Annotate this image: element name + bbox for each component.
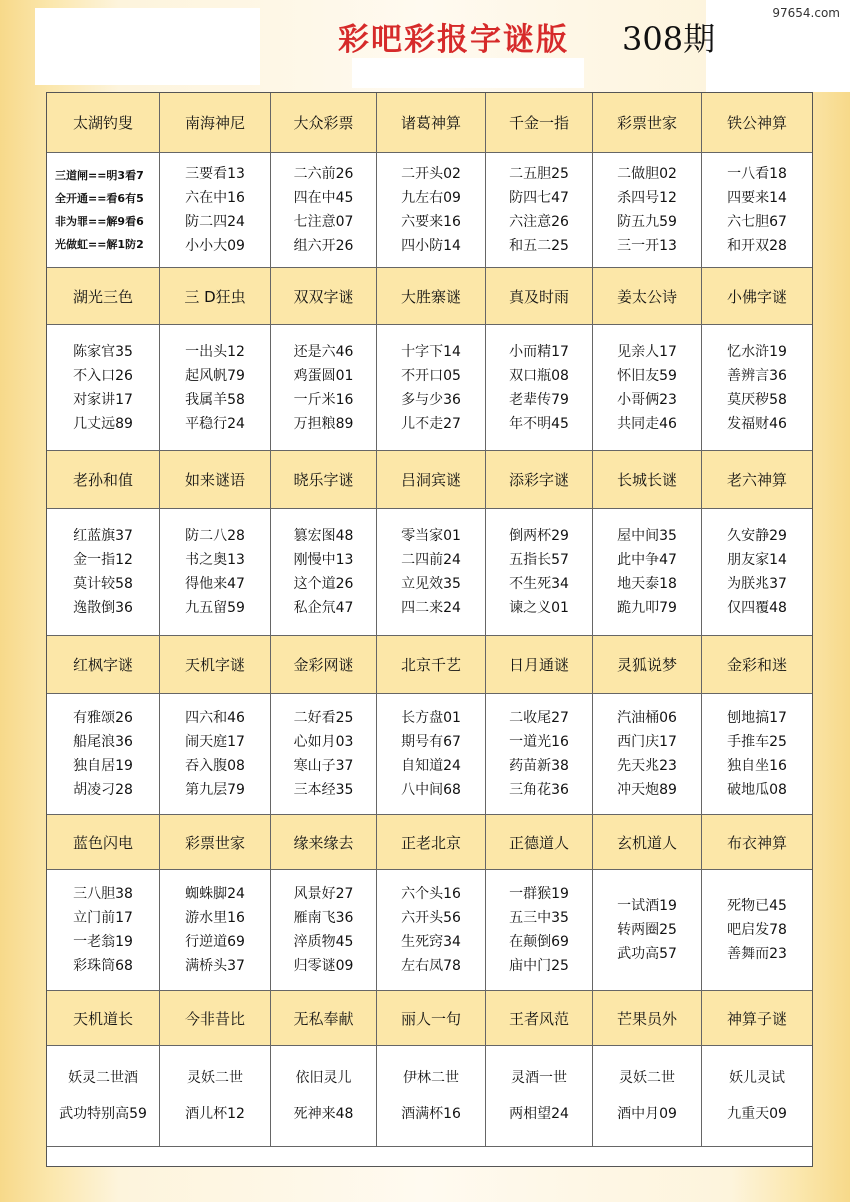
tip-line: 心如月03 xyxy=(293,734,354,750)
column-header: 无私奉献 xyxy=(271,991,377,1046)
tip-line: 老辈传79 xyxy=(509,391,569,408)
tip-line: 不开口05 xyxy=(401,367,461,384)
tip-line: 独自坐16 xyxy=(727,758,787,774)
tip-cell xyxy=(47,509,160,636)
column-header: 小佛字谜 xyxy=(702,268,812,325)
riddle-table xyxy=(46,92,813,1167)
tip-line: 灵妖二世 xyxy=(187,1070,243,1086)
tip-line: 红蓝旗37 xyxy=(73,528,133,544)
column-header: 日月通谜 xyxy=(486,636,593,694)
tip-line: 二六前26 xyxy=(293,166,354,182)
tip-line: 一老翁19 xyxy=(73,934,133,950)
tip-cell xyxy=(271,870,377,991)
tip-line: 平稳行24 xyxy=(185,415,245,432)
column-header: 湖光三色 xyxy=(47,268,160,325)
tip-cell xyxy=(593,325,702,451)
tip-line: 年不明45 xyxy=(509,415,569,432)
tip-line: 七注意07 xyxy=(293,214,354,230)
tip-line: 生死窍34 xyxy=(401,934,461,950)
tip-cell xyxy=(47,870,160,991)
tip-line: 二做胆02 xyxy=(617,166,677,182)
tip-line: 九五留59 xyxy=(185,600,245,616)
tip-line: 发福财46 xyxy=(727,415,787,432)
blank-area-left xyxy=(35,8,260,85)
column-header: 丽人一句 xyxy=(377,991,486,1046)
tip-cell xyxy=(486,1046,593,1147)
column-header: 正德道人 xyxy=(486,815,593,870)
tip-line: 破地瓜08 xyxy=(727,782,787,798)
tip-line: 和五二25 xyxy=(509,238,569,254)
tip-line: 第九层79 xyxy=(185,782,245,798)
tip-line: 小而精17 xyxy=(509,343,569,360)
tip-line: 游水里16 xyxy=(185,910,245,926)
tip-line: 四要来14 xyxy=(727,190,787,206)
column-header: 布衣神算 xyxy=(702,815,812,870)
tip-line: 淬质物45 xyxy=(293,934,354,950)
column-header: 铁公神算 xyxy=(702,93,812,153)
tip-cell xyxy=(702,509,812,636)
tip-line: 六个头16 xyxy=(401,886,461,902)
column-header: 吕洞宾谜 xyxy=(377,451,486,509)
tip-line: 为朕兆37 xyxy=(727,576,787,592)
column-header: 老孙和值 xyxy=(47,451,160,509)
tip-line: 寒山子37 xyxy=(293,758,354,774)
tip-line: 莫计较58 xyxy=(73,576,133,592)
tip-line: 起风帆79 xyxy=(185,367,245,384)
tip-line: 满桥头37 xyxy=(185,958,245,974)
tip-line: 酒儿杯12 xyxy=(185,1106,245,1122)
tip-line: 先天兆23 xyxy=(617,758,677,774)
tip-cell xyxy=(377,325,486,451)
tip-line: 不生死34 xyxy=(509,576,569,592)
tip-cell xyxy=(702,1046,812,1147)
tip-cell xyxy=(377,509,486,636)
tip-line: 一试酒19 xyxy=(617,898,677,914)
column-header: 玄机道人 xyxy=(593,815,702,870)
tip-line: 死神来48 xyxy=(293,1106,354,1122)
column-header: 北京千艺 xyxy=(377,636,486,694)
tip-line: 共同走46 xyxy=(617,415,677,432)
tip-line: 九重天09 xyxy=(727,1106,787,1122)
tip-line: 一道光16 xyxy=(509,734,569,750)
tip-line: 妖灵二世酒 xyxy=(68,1070,138,1086)
column-header: 老六神算 xyxy=(702,451,812,509)
tip-line: 双口瓶08 xyxy=(509,367,569,384)
tip-cell xyxy=(47,694,160,815)
tip-line: 四小防14 xyxy=(401,238,461,254)
tip-line: 零当家01 xyxy=(401,528,461,544)
tip-line: 武功高57 xyxy=(617,946,677,962)
tip-line: 五三中35 xyxy=(509,910,569,926)
column-header: 金彩网谜 xyxy=(271,636,377,694)
tip-line: 倒两杯29 xyxy=(509,528,569,544)
tip-cell xyxy=(593,870,702,991)
tip-line: 得他来47 xyxy=(185,576,245,592)
tip-line: 仅四覆48 xyxy=(727,600,787,616)
tip-line: 善舞而23 xyxy=(727,946,787,962)
tip-line: 怀旧友59 xyxy=(617,367,677,384)
tip-line: 篡宏图48 xyxy=(293,528,354,544)
tip-line: 六七胆67 xyxy=(727,214,787,230)
tip-cell xyxy=(271,1046,377,1147)
tip-line: 酒满杯16 xyxy=(401,1106,461,1122)
tip-cell xyxy=(702,694,812,815)
tip-line: 妖儿灵试 xyxy=(729,1070,785,1086)
column-header: 长城长谜 xyxy=(593,451,702,509)
tip-line: 冲天炮89 xyxy=(617,782,677,798)
tip-line: 全开通==看6有5 xyxy=(55,192,144,205)
column-header: 神算子谜 xyxy=(702,991,812,1046)
page-title: 彩吧彩报字谜版 xyxy=(338,22,569,58)
tip-cell xyxy=(593,694,702,815)
tip-cell xyxy=(702,153,812,268)
column-header: 王者风范 xyxy=(486,991,593,1046)
tip-line: 归零谜09 xyxy=(293,958,354,974)
issue-number: 308期 xyxy=(622,20,716,58)
column-header: 今非昔比 xyxy=(160,991,271,1046)
tip-line: 酒中月09 xyxy=(617,1106,677,1122)
tip-line: 灵酒一世 xyxy=(511,1070,567,1086)
tip-cell xyxy=(47,325,160,451)
tip-cell xyxy=(377,870,486,991)
tip-line: 一斤米16 xyxy=(293,391,354,408)
blank-area-middle xyxy=(352,58,584,88)
tip-line: 防二四24 xyxy=(185,214,245,230)
tip-line: 我属羊58 xyxy=(185,391,245,408)
tip-cell xyxy=(377,153,486,268)
tip-line: 小小大09 xyxy=(185,238,245,254)
column-header: 添彩字谜 xyxy=(486,451,593,509)
tip-line: 此中争47 xyxy=(617,552,677,568)
tip-line: 地天泰18 xyxy=(617,576,677,592)
column-header: 大众彩票 xyxy=(271,93,377,153)
tip-line: 一出头12 xyxy=(185,343,245,360)
column-header: 天机字谜 xyxy=(160,636,271,694)
tip-line: 杀四号12 xyxy=(617,190,677,206)
column-header: 诸葛神算 xyxy=(377,93,486,153)
tip-line: 药苗新38 xyxy=(509,758,569,774)
tip-line: 屋中间35 xyxy=(617,528,677,544)
column-header: 南海神尼 xyxy=(160,93,271,153)
tip-line: 二四前24 xyxy=(401,552,461,568)
tip-line: 立见效35 xyxy=(401,576,461,592)
tip-line: 刚慢中13 xyxy=(293,552,354,568)
tip-line: 吞入腹08 xyxy=(185,758,245,774)
tip-line: 防二八28 xyxy=(185,528,245,544)
tip-line: 光做虹==解1防2 xyxy=(55,238,144,251)
tip-line: 四二来24 xyxy=(401,600,461,616)
tip-cell xyxy=(271,509,377,636)
column-header: 三 D狂虫 xyxy=(160,268,271,325)
column-header: 金彩和迷 xyxy=(702,636,812,694)
tip-line: 船尾浪36 xyxy=(73,734,133,750)
tip-line: 行逆道69 xyxy=(185,934,245,950)
tip-cell xyxy=(271,153,377,268)
tip-line: 一八看18 xyxy=(727,166,787,182)
tip-cell xyxy=(593,153,702,268)
tip-line: 六开头56 xyxy=(401,910,461,926)
tip-line: 雁南飞36 xyxy=(293,910,354,926)
tip-line: 万担粮89 xyxy=(293,415,354,432)
tip-cell xyxy=(486,694,593,815)
tip-line: 和开双28 xyxy=(727,238,787,254)
tip-line: 逸散倒36 xyxy=(73,600,133,616)
tip-line: 在颠倒69 xyxy=(509,934,569,950)
tip-line: 期号有67 xyxy=(401,734,461,750)
tip-line: 庙中门25 xyxy=(509,958,569,974)
tip-line: 两相望24 xyxy=(509,1106,569,1122)
column-header: 真及时雨 xyxy=(486,268,593,325)
tip-line: 闹天庭17 xyxy=(185,734,245,750)
tip-line: 伊林二世 xyxy=(403,1070,459,1086)
tip-line: 跪九叩79 xyxy=(617,600,677,616)
tip-line: 一群猴19 xyxy=(509,886,569,902)
column-header: 天机道长 xyxy=(47,991,160,1046)
column-header: 晓乐字谜 xyxy=(271,451,377,509)
tip-line: 胡凌刁28 xyxy=(73,782,133,798)
tip-cell xyxy=(486,325,593,451)
tip-line: 二好看25 xyxy=(293,710,354,726)
tip-line: 组六开26 xyxy=(293,238,354,254)
tip-cell xyxy=(160,694,271,815)
tip-line: 二五胆25 xyxy=(509,166,569,182)
tip-line: 久安静29 xyxy=(727,528,787,544)
tip-line: 死物已45 xyxy=(727,898,787,914)
tip-line: 六注意26 xyxy=(509,214,569,230)
tip-line: 朋友家14 xyxy=(727,552,787,568)
tip-cell xyxy=(160,870,271,991)
tip-cell xyxy=(593,509,702,636)
tip-cell xyxy=(160,325,271,451)
tip-line: 三要看13 xyxy=(185,166,245,182)
tip-line: 四六和46 xyxy=(185,710,245,726)
tip-cell xyxy=(271,325,377,451)
tip-cell xyxy=(47,1046,160,1147)
tip-line: 十字下14 xyxy=(401,343,461,360)
tip-line: 儿不走27 xyxy=(401,415,461,432)
tip-line: 蜘蛛脚24 xyxy=(185,886,245,902)
tip-line: 莫厌秽58 xyxy=(727,391,787,408)
tip-line: 防五九59 xyxy=(617,214,677,230)
tip-line: 手推车25 xyxy=(727,734,787,750)
tip-cell xyxy=(377,1046,486,1147)
tip-line: 二开头02 xyxy=(401,166,461,182)
tip-line: 多与少36 xyxy=(401,391,461,408)
tip-cell xyxy=(160,1046,271,1147)
column-header: 双双字谜 xyxy=(271,268,377,325)
tip-cell xyxy=(271,694,377,815)
tip-line: 防四七47 xyxy=(509,190,569,206)
tip-line: 忆水浒19 xyxy=(727,343,787,360)
column-header: 灵狐说梦 xyxy=(593,636,702,694)
tip-line: 谏之义01 xyxy=(509,600,569,616)
tip-line: 三角花36 xyxy=(509,782,569,798)
column-header: 大胜寨谜 xyxy=(377,268,486,325)
tip-line: 五指长57 xyxy=(509,552,569,568)
column-header: 芒果员外 xyxy=(593,991,702,1046)
tip-cell xyxy=(593,1046,702,1147)
watermark: 97654.com xyxy=(772,6,840,20)
tip-line: 转两圈25 xyxy=(617,922,677,938)
tip-line: 汽油桶06 xyxy=(617,710,677,726)
tip-line: 长方盘01 xyxy=(401,710,461,726)
tip-cell xyxy=(160,153,271,268)
tip-line: 还是六46 xyxy=(293,343,354,360)
tip-line: 三本经35 xyxy=(293,782,354,798)
column-header: 千金一指 xyxy=(486,93,593,153)
tip-line: 自知道24 xyxy=(401,758,461,774)
tip-line: 武功特别高59 xyxy=(59,1106,147,1122)
tip-line: 彩珠筒68 xyxy=(73,958,133,974)
tip-line: 陈家官35 xyxy=(73,343,133,360)
column-header: 姜太公诗 xyxy=(593,268,702,325)
tip-cell xyxy=(486,509,593,636)
tip-line: 立门前17 xyxy=(73,910,133,926)
tip-cell xyxy=(160,509,271,636)
tip-line: 四在中45 xyxy=(293,190,354,206)
column-header: 正老北京 xyxy=(377,815,486,870)
column-header: 彩票世家 xyxy=(160,815,271,870)
tip-line: 非为罪==解9看6 xyxy=(55,215,144,228)
tip-line: 六在中16 xyxy=(185,190,245,206)
tip-cell xyxy=(702,325,812,451)
column-header: 蓝色闪电 xyxy=(47,815,160,870)
tip-line: 独自居19 xyxy=(73,758,133,774)
tip-line: 六要来16 xyxy=(401,214,461,230)
tip-line: 九左右09 xyxy=(401,190,461,206)
tip-line: 书之奥13 xyxy=(185,552,245,568)
column-header: 缘来缘去 xyxy=(271,815,377,870)
tip-line: 小哥俩23 xyxy=(617,391,677,408)
tip-line: 八中间68 xyxy=(401,782,461,798)
tip-line: 西门庆17 xyxy=(617,734,677,750)
tip-line: 三一开13 xyxy=(617,238,677,254)
tip-line: 依旧灵儿 xyxy=(295,1070,352,1086)
column-header: 彩票世家 xyxy=(593,93,702,153)
tip-cell xyxy=(486,870,593,991)
tip-line: 灵妖二世 xyxy=(619,1070,675,1086)
tip-line: 鸡蛋圆01 xyxy=(293,367,354,384)
tip-line: 见亲人17 xyxy=(617,343,677,360)
tip-line: 吧启发78 xyxy=(727,922,787,938)
tip-line: 刨地搞17 xyxy=(727,710,787,726)
tip-line: 二收尾27 xyxy=(509,710,569,726)
tip-line: 有雅颂26 xyxy=(73,710,133,726)
tip-line: 三道闸==明3看7 xyxy=(55,169,144,182)
tip-line: 左右凤78 xyxy=(401,958,461,974)
tip-line: 私企氘47 xyxy=(293,600,354,616)
tip-cell xyxy=(47,153,160,268)
tip-cell xyxy=(702,870,812,991)
column-header: 如来谜语 xyxy=(160,451,271,509)
tip-line: 不入口26 xyxy=(73,367,133,384)
tip-cell xyxy=(486,153,593,268)
tip-line: 这个道26 xyxy=(293,576,354,592)
tip-line: 风景好27 xyxy=(293,886,354,902)
tip-line: 对家讲17 xyxy=(73,391,133,408)
tip-line: 几丈远89 xyxy=(73,415,133,432)
column-header: 红枫字谜 xyxy=(47,636,160,694)
tip-line: 三八胆38 xyxy=(73,886,133,902)
tip-line: 金一指12 xyxy=(73,552,133,568)
column-header: 太湖钓叟 xyxy=(47,93,160,153)
tip-cell xyxy=(377,694,486,815)
tip-line: 善辨言36 xyxy=(727,367,787,384)
